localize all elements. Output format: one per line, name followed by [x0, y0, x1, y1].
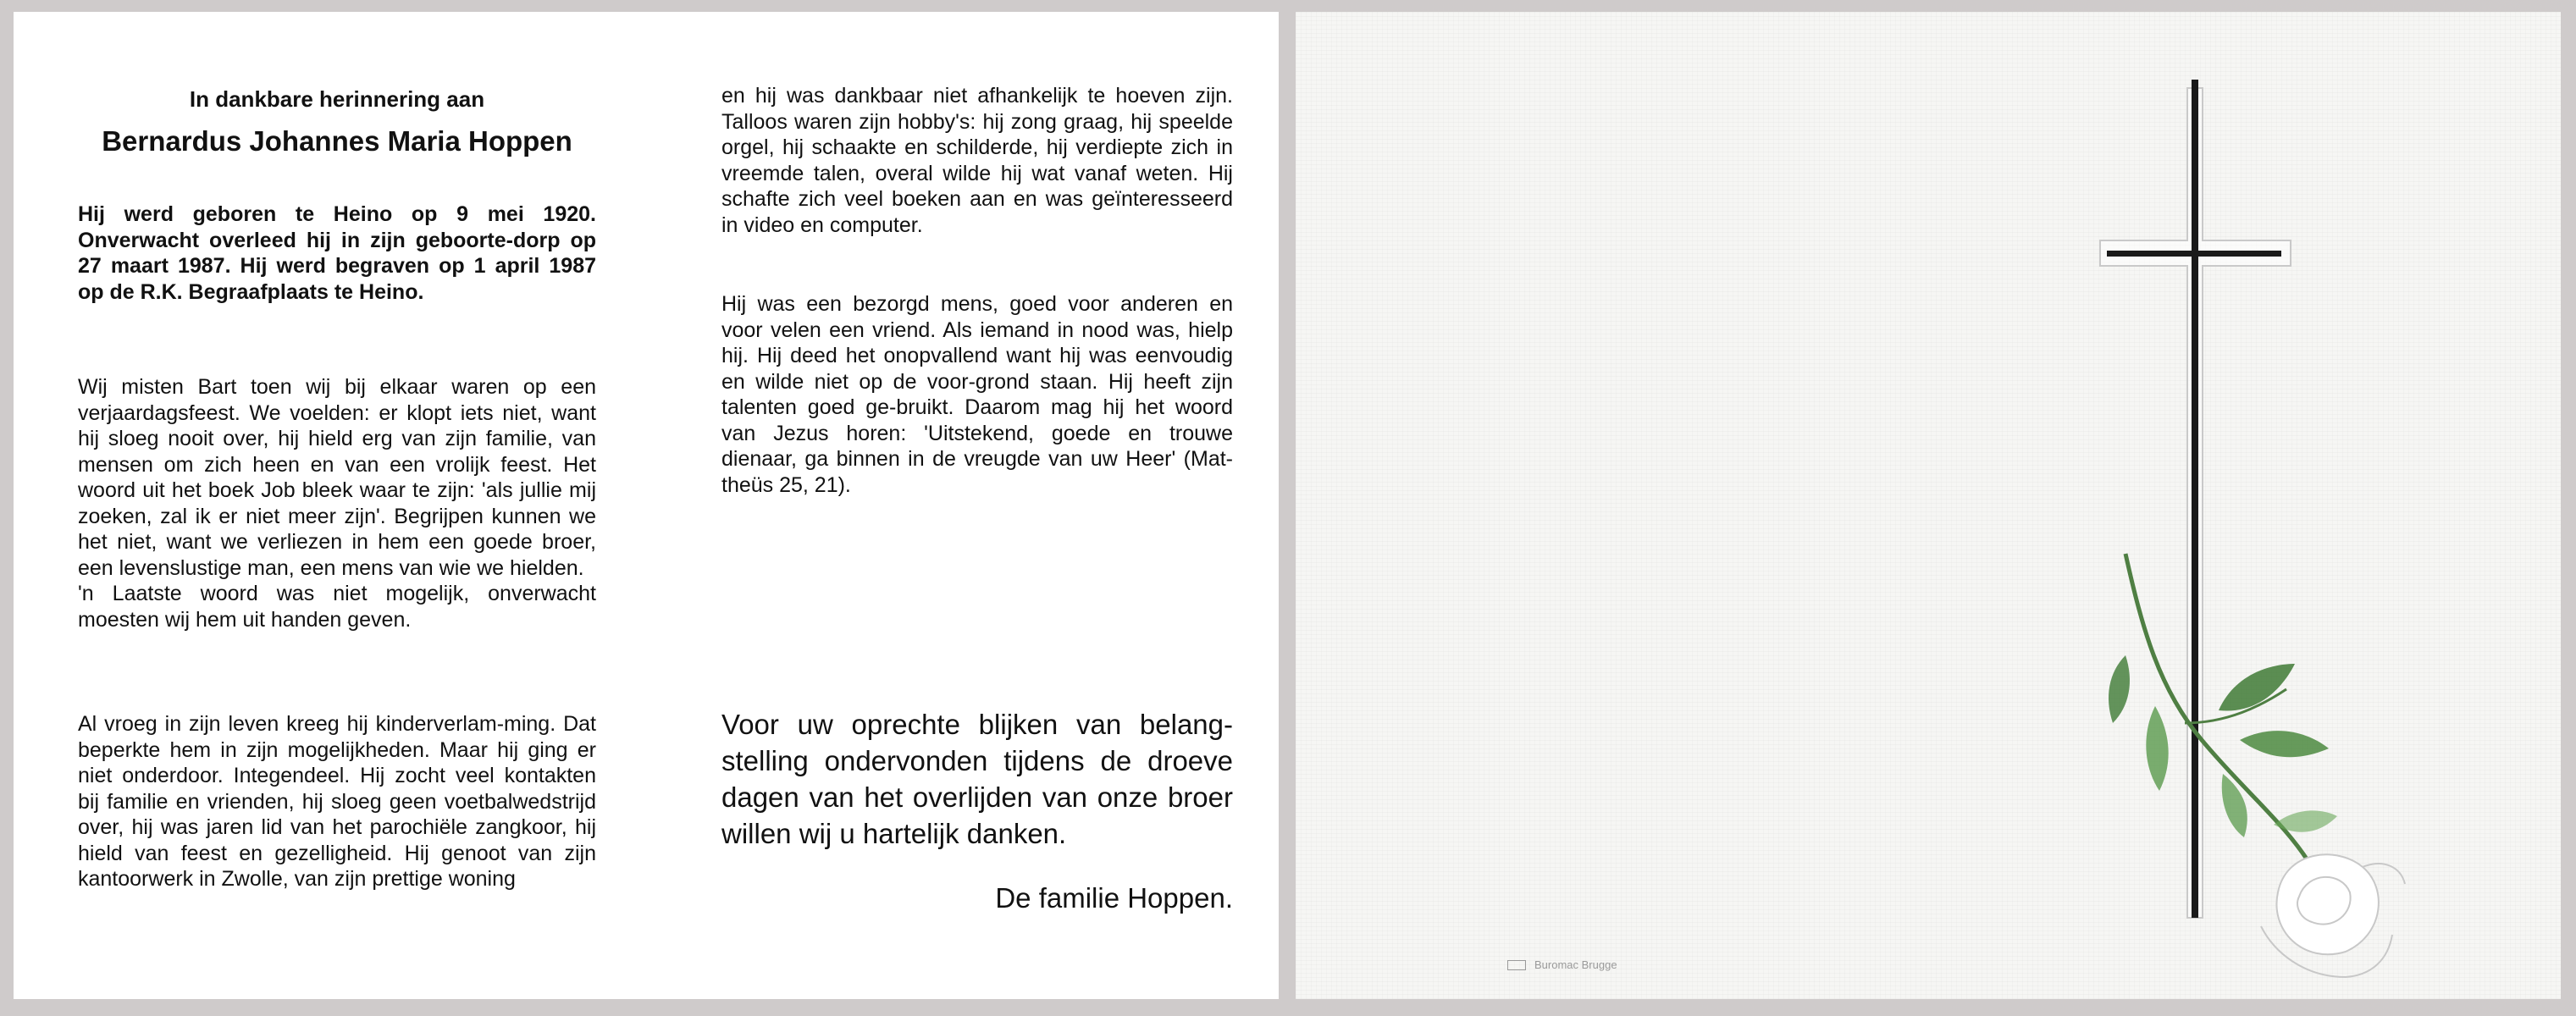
leaf-1 [2219, 664, 2295, 711]
printer-logo-icon [1507, 960, 1526, 970]
left-page [14, 12, 1279, 999]
paragraph-1-text: Wij misten Bart toen wij bij elkaar waren op een verjaardagsfeest. We voelden: er klopt iets niet, want hij sloeg nooit over, hij hield erg van zijn familie, van mensen om zich heen en van een vrolijk feest. Het woord uit het boek Job bleek waar te zijn: 'als jullie mij zoeken, zal ik er niet meer zijn'. Begrijpen kunnen we het niet, want we verliezen in hem een goede broer, een levenslustige man, een mens van wie we hielden. [78, 375, 596, 580]
paragraph-1 [78, 374, 596, 632]
deceased-name: Bernardus Johannes Maria Hoppen [102, 125, 572, 157]
cross-horizontal-bar [2107, 251, 2281, 257]
printer-credit-text: Buromac Brugge [1534, 958, 1617, 971]
bio-facts: Hij werd geboren te Heino op 9 mei 1920. Onverwacht overleed hij in zijn geboorte-dorp op 27 maart 1987. Hij werd begraven op 1 april 1987 op de R.K. Begraafplaats te Heino. [78, 202, 596, 304]
thanks-text: Voor uw oprechte blijken van belang-stelling ondervonden tijdens de droeve dagen van het overlijden van onze broer willen wij u hartelijk danken. [721, 709, 1233, 849]
printer-credit [1507, 958, 1617, 971]
family-signature: De familie Hoppen. [995, 882, 1233, 914]
paragraph-4: Hij was een bezorgd mens, goed voor anderen en voor velen een vriend. Als iemand in nood was, hielp hij. Hij deed het onopvallend want hij was eenvoudig en wilde niet op de voor-grond staan. Hij heeft zijn talenten goed ge-bruikt. Daarom mag hij het woord van Jezus horen: 'Uitstekend, goede en trouwe dienaar, ga binnen in de vreugde van uw Heer' (Mat-theüs 25, 21). [721, 292, 1233, 497]
leaf-2 [2240, 731, 2329, 757]
paragraph-1b-text: 'n Laatste woord was niet mogelijk, onverwacht moesten wij hem uit handen geven. [78, 582, 596, 632]
paragraph-2: Al vroeg in zijn leven kreeg hij kinderverlam-ming. Dat beperkte hem in zijn mogelijkheden. Maar hij ging er niet onderdoor. Integendeel. Hij zocht veel kontakten bij familie en vrienden, hij sloeg geen voetbalwedstrijd over, hij was jaren lid van het parochiële zangkoor, hij hield van feest en gezelligheid. Hij genoot van zijn kantoorwerk in Zwolle, van zijn prettige woning [78, 712, 596, 891]
paragraph-3: en hij was dankbaar niet afhankelijk te hoeven zijn. Talloos waren zijn hobby's: hij zong graag, hij speelde orgel, hij schaakte en schilderde, hij verdiepte zich in vreemde talen, overal wilde hij wat vanaf weten. Hij schafte zich veel boeken aan en was geïnteresseerd in video en computer. [721, 84, 1233, 237]
leaf-4 [2109, 655, 2130, 723]
memorial-heading: In dankbare herinnering aan [189, 86, 485, 112]
cross-with-rose-icon [2092, 80, 2515, 994]
white-rose [2261, 854, 2405, 977]
leaf-3 [2146, 706, 2168, 791]
right-page [1296, 12, 2561, 999]
cross-vertical-bar [2192, 80, 2198, 918]
